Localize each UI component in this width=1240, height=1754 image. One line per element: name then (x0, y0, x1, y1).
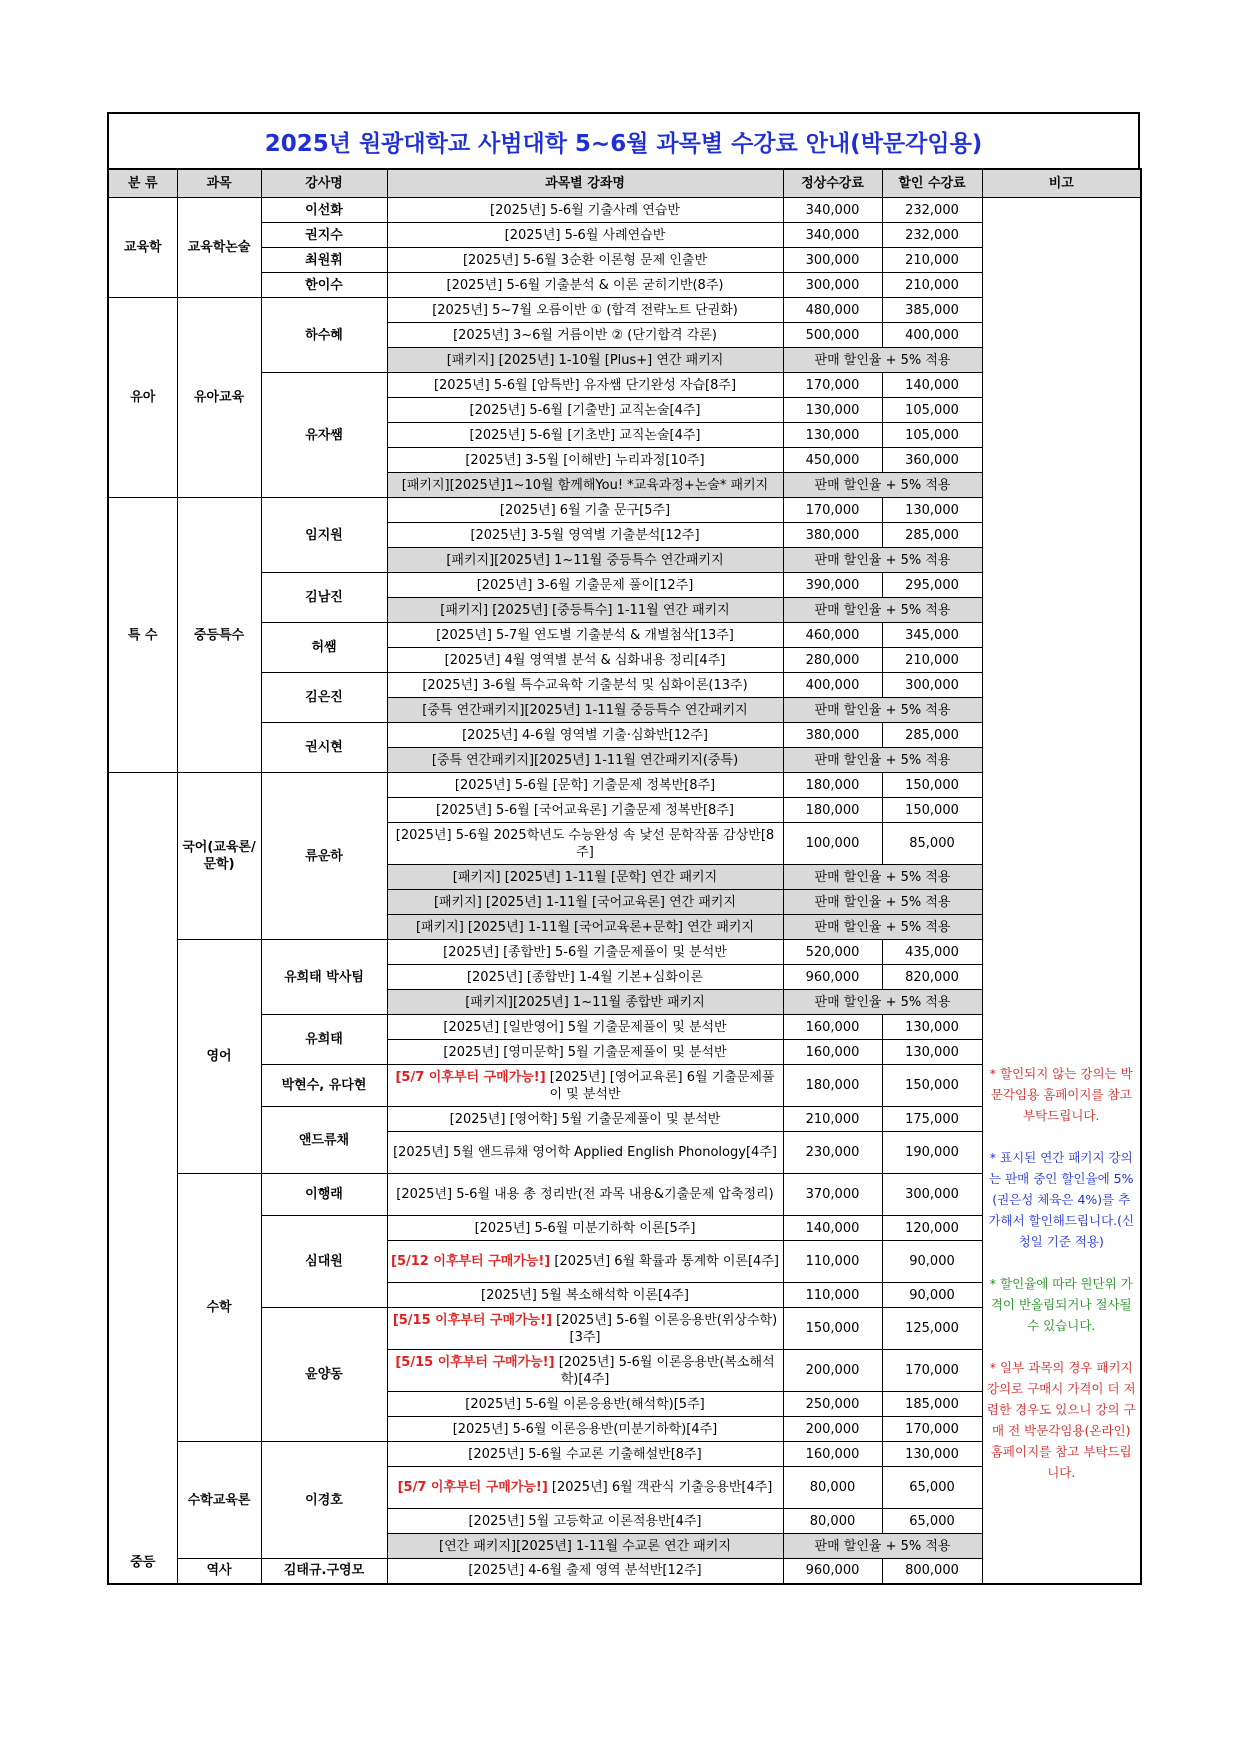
regular-fee: 200,000 (783, 1350, 882, 1392)
regular-fee: 80,000 (783, 1467, 882, 1509)
note-text: * 할인율에 따라 원단위 가격이 반올림되거나 절사될 수 있습니다. (989, 1276, 1133, 1333)
subject-cell: 수학 (177, 1174, 261, 1442)
subject-cell: 교육학논술 (177, 198, 261, 298)
course-name: [5/7 이후부터 구매가능!] [2025년] [영어교육론] 6월 기출문제풀이 및 분석반 (387, 1065, 783, 1107)
instructor-cell: 유희태 (261, 1015, 387, 1065)
instructor-cell: 김은진 (261, 673, 387, 723)
course-name: [2025년] 3-6월 기출문제 풀이[12주] (387, 573, 783, 598)
course-name: [2025년] 3-6월 특수교육학 기출분석 및 심화이론(13주) (387, 673, 783, 698)
course-name: [2025년] 3-5월 [이해반] 누리과정[10주] (387, 448, 783, 473)
regular-fee: 110,000 (783, 1241, 882, 1283)
instructor-cell: 이경호 (261, 1442, 387, 1559)
regular-fee: 150,000 (783, 1308, 882, 1350)
package-discount: 판매 할인율 + 5% 적용 (783, 698, 982, 723)
discount-fee: 345,000 (882, 623, 982, 648)
discount-fee: 820,000 (882, 965, 982, 990)
course-name: [패키지] [2025년] [중등특수] 1-11월 연간 패키지 (387, 598, 783, 623)
regular-fee: 130,000 (783, 398, 882, 423)
discount-fee: 105,000 (882, 423, 982, 448)
discount-fee: 232,000 (882, 223, 982, 248)
regular-fee: 170,000 (783, 373, 882, 398)
discount-fee: 300,000 (882, 673, 982, 698)
course-name: [2025년] 3~6월 거름이반 ② (단기합격 각론) (387, 323, 783, 348)
subject-cell: 수학교육론 (177, 1442, 261, 1559)
discount-fee: 130,000 (882, 1015, 982, 1040)
discount-fee: 435,000 (882, 940, 982, 965)
course-name: [패키지] [2025년] 1-11월 [국어교육론+문학] 연간 패키지 (387, 915, 783, 940)
discount-fee: 65,000 (882, 1509, 982, 1534)
regular-fee: 520,000 (783, 940, 882, 965)
availability-note: [5/7 이후부터 구매가능!] (397, 1480, 548, 1495)
regular-fee: 450,000 (783, 448, 882, 473)
instructor-cell: 권시현 (261, 723, 387, 773)
regular-fee: 160,000 (783, 1015, 882, 1040)
header-subject: 과목 (177, 169, 261, 198)
discount-fee: 170,000 (882, 1417, 982, 1442)
course-name: [연간 패키지][2025년] 1-11월 수교론 연간 패키지 (387, 1534, 783, 1559)
discount-fee: 210,000 (882, 273, 982, 298)
regular-fee: 180,000 (783, 798, 882, 823)
discount-fee: 90,000 (882, 1283, 982, 1308)
header-course: 과목별 강좌명 (387, 169, 783, 198)
regular-fee: 380,000 (783, 523, 882, 548)
course-name: [중특 연간패키지][2025년] 1-11월 연간패키지(중특) (387, 748, 783, 773)
fee-table (107, 168, 1142, 1585)
course-name: [5/7 이후부터 구매가능!] [2025년] 6월 객관식 기출응용반[4주] (387, 1467, 783, 1509)
course-name: [2025년] 5-6월 내용 총 정리반(전 과목 내용&기출문제 압축정리) (387, 1174, 783, 1216)
course-name: [2025년] 5-6월 수교론 기출해설반[8주] (387, 1442, 783, 1467)
instructor-cell: 이행래 (261, 1174, 387, 1216)
page-title: 2025년 원광대학교 사범대학 5~6월 과목별 수강료 안내(박문각임용) (107, 112, 1140, 170)
course-name: [패키지] [2025년] 1-11월 [국어교육론] 연간 패키지 (387, 890, 783, 915)
instructor-cell: 한이수 (261, 273, 387, 298)
subject-cell: 중등특수 (177, 498, 261, 773)
instructor-cell: 허쌤 (261, 623, 387, 673)
notes-cell (982, 198, 1141, 1584)
subject-cell: 유아교육 (177, 298, 261, 498)
package-discount: 판매 할인율 + 5% 적용 (783, 1534, 982, 1559)
package-discount: 판매 할인율 + 5% 적용 (783, 598, 982, 623)
course-name: [2025년] 4-6월 영역별 기출·심화반[12주] (387, 723, 783, 748)
discount-fee: 140,000 (882, 373, 982, 398)
package-discount: 판매 할인율 + 5% 적용 (783, 748, 982, 773)
course-name: [2025년] 5~7월 오름이반 ① (합격 전략노트 단권화) (387, 298, 783, 323)
package-discount: 판매 할인율 + 5% 적용 (783, 990, 982, 1015)
discount-fee: 105,000 (882, 398, 982, 423)
course-name: [2025년] 5-6월 [기출반] 교직논술[4주] (387, 398, 783, 423)
course-name: [2025년] 5-6월 사례연습반 (387, 223, 783, 248)
discount-fee: 400,000 (882, 323, 982, 348)
table-row (108, 198, 1141, 223)
course-name: [2025년] 4-6월 출제 영역 분석반[12주] (387, 1559, 783, 1584)
course-name: [5/12 이후부터 구매가능!] [2025년] 6월 확률과 통계학 이론[4주] (387, 1241, 783, 1283)
instructor-cell: 임지원 (261, 498, 387, 573)
category-cell: 교육학 (108, 198, 177, 298)
discount-fee: 210,000 (882, 648, 982, 673)
course-name: [2025년] 6월 기출 문구[5주] (387, 498, 783, 523)
discount-fee: 285,000 (882, 523, 982, 548)
course-name: [2025년] [종합반] 5-6월 기출문제풀이 및 분석반 (387, 940, 783, 965)
course-name: [5/15 이후부터 구매가능!] [2025년] 5-6월 이론응용반(위상수학)[3주] (387, 1308, 783, 1350)
header-regular-fee: 정상수강료 (783, 169, 882, 198)
discount-fee: 130,000 (882, 1442, 982, 1467)
instructor-cell: 심대원 (261, 1216, 387, 1308)
package-discount: 판매 할인율 + 5% 적용 (783, 865, 982, 890)
package-discount: 판매 할인율 + 5% 적용 (783, 348, 982, 373)
header-row (108, 169, 1141, 198)
regular-fee: 170,000 (783, 498, 882, 523)
regular-fee: 380,000 (783, 723, 882, 748)
subject-cell: 영어 (177, 940, 261, 1174)
discount-fee: 800,000 (882, 1559, 982, 1584)
discount-fee: 232,000 (882, 198, 982, 223)
instructor-cell: 유자쌤 (261, 373, 387, 498)
course-name: [5/15 이후부터 구매가능!] [2025년] 5-6월 이론응용반(복소해석학)[4주] (387, 1350, 783, 1392)
discount-fee: 150,000 (882, 798, 982, 823)
discount-fee: 295,000 (882, 573, 982, 598)
instructor-cell: 류운하 (261, 773, 387, 940)
regular-fee: 400,000 (783, 673, 882, 698)
regular-fee: 110,000 (783, 1283, 882, 1308)
regular-fee: 180,000 (783, 773, 882, 798)
regular-fee: 280,000 (783, 648, 882, 673)
availability-note: [5/15 이후부터 구매가능!] (392, 1312, 553, 1328)
instructor-cell: 김남진 (261, 573, 387, 623)
course-name: [2025년] 5-6월 [국어교육론] 기출문제 정복반[8주] (387, 798, 783, 823)
course-name: [2025년] 5-6월 이론응용반(해석학)[5주] (387, 1392, 783, 1417)
discount-fee: 125,000 (882, 1308, 982, 1350)
regular-fee: 250,000 (783, 1392, 882, 1417)
regular-fee: 480,000 (783, 298, 882, 323)
course-name: [2025년] [영어학] 5월 기출문제풀이 및 분석반 (387, 1107, 783, 1132)
package-discount: 판매 할인율 + 5% 적용 (783, 890, 982, 915)
availability-note: [5/12 이후부터 구매가능!] (391, 1254, 551, 1269)
regular-fee: 230,000 (783, 1132, 882, 1174)
discount-fee: 185,000 (882, 1392, 982, 1417)
course-name: [2025년] [종합반] 1-4월 기본+심화이론 (387, 965, 783, 990)
instructor-cell: 최원휘 (261, 248, 387, 273)
course-name: [중특 연간패키지][2025년] 1-11월 중등특수 연간패키지 (387, 698, 783, 723)
category-cell: 특 수 (108, 498, 177, 773)
discount-fee: 65,000 (882, 1467, 982, 1509)
instructor-cell: 하수혜 (261, 298, 387, 373)
discount-fee: 150,000 (882, 773, 982, 798)
regular-fee: 390,000 (783, 573, 882, 598)
subject-cell: 국어(교육론/문학) (177, 773, 261, 940)
course-name: [2025년] 5-6월 [암특반] 유자쌤 단기완성 자습[8주] (387, 373, 783, 398)
course-name: [2025년] 5-6월 [기초반] 교직논술[4주] (387, 423, 783, 448)
document (107, 112, 1140, 1585)
instructor-cell: 박현수, 유다현 (261, 1065, 387, 1107)
course-name: [2025년] 5월 고등학교 이론적용반[4주] (387, 1509, 783, 1534)
header-discount-fee: 할인 수강료 (882, 169, 982, 198)
regular-fee: 140,000 (783, 1216, 882, 1241)
instructor-cell: 유희태 박사팀 (261, 940, 387, 1015)
regular-fee: 180,000 (783, 1065, 882, 1107)
regular-fee: 300,000 (783, 248, 882, 273)
discount-fee: 85,000 (882, 823, 982, 865)
category-cell: 유아 (108, 298, 177, 498)
regular-fee: 960,000 (783, 965, 882, 990)
discount-fee: 210,000 (882, 248, 982, 273)
discount-fee: 385,000 (882, 298, 982, 323)
category-cell: 중등 (108, 773, 177, 1584)
discount-fee: 120,000 (882, 1216, 982, 1241)
course-name: [2025년] 5월 복소해석학 이론[4주] (387, 1283, 783, 1308)
instructor-cell: 이선화 (261, 198, 387, 223)
course-name: [2025년] 5-6월 [문학] 기출문제 정복반[8주] (387, 773, 783, 798)
header-instructor: 강사명 (261, 169, 387, 198)
discount-fee: 150,000 (882, 1065, 982, 1107)
discount-fee: 175,000 (882, 1107, 982, 1132)
availability-note: [5/15 이후부터 구매가능!] (395, 1354, 555, 1370)
course-name: [패키지][2025년] 1~11월 종합반 패키지 (387, 990, 783, 1015)
note-text: * 일부 과목의 경우 패키지 강의로 구매시 가격이 더 저렴한 경우도 있으니 강의 구매 전 박문각임용(온라인) 홈페이지를 참고 부탁드립니다. (986, 1360, 1136, 1480)
regular-fee: 100,000 (783, 823, 882, 865)
regular-fee: 340,000 (783, 223, 882, 248)
course-name: [2025년] 5월 앤드류채 영어학 Applied English Phonology[4주] (387, 1132, 783, 1174)
discount-fee: 90,000 (882, 1241, 982, 1283)
discount-fee: 130,000 (882, 1040, 982, 1065)
instructor-cell: 권지수 (261, 223, 387, 248)
course-name: [2025년] 4월 영역별 분석 & 심화내용 정리[4주] (387, 648, 783, 673)
package-discount: 판매 할인율 + 5% 적용 (783, 915, 982, 940)
regular-fee: 500,000 (783, 323, 882, 348)
instructor-cell: 김태규.구영모 (261, 1559, 387, 1584)
regular-fee: 370,000 (783, 1174, 882, 1216)
discount-fee: 300,000 (882, 1174, 982, 1216)
course-name: [2025년] 5-6월 미분기하학 이론[5주] (387, 1216, 783, 1241)
header-category: 분 류 (108, 169, 177, 198)
regular-fee: 130,000 (783, 423, 882, 448)
regular-fee: 960,000 (783, 1559, 882, 1584)
course-name: [2025년] 5-6월 기출분석 & 이론 굳히기반(8주) (387, 273, 783, 298)
discount-fee: 170,000 (882, 1350, 982, 1392)
course-name: [2025년] 5-6월 이론응용반(미분기하학)[4주] (387, 1417, 783, 1442)
course-name: [2025년] [일반영어] 5월 기출문제풀이 및 분석반 (387, 1015, 783, 1040)
package-discount: 판매 할인율 + 5% 적용 (783, 473, 982, 498)
regular-fee: 210,000 (783, 1107, 882, 1132)
course-name: [2025년] [영미문학] 5월 기출문제풀이 및 분석반 (387, 1040, 783, 1065)
course-name: [패키지][2025년] 1~11월 중등특수 연간패키지 (387, 548, 783, 573)
note-text: * 표시된 연간 패키지 강의는 판매 중인 할인율에 5%(권은성 체육은 4%)를 추가해서 할인해드립니다.(신청일 기준 적용) (988, 1150, 1135, 1249)
course-name: [패키지] [2025년] 1-11월 [문학] 연간 패키지 (387, 865, 783, 890)
discount-fee: 360,000 (882, 448, 982, 473)
course-name: [패키지][2025년]1~10월 함께해You! *교육과정+논술* 패키지 (387, 473, 783, 498)
discount-fee: 130,000 (882, 498, 982, 523)
regular-fee: 300,000 (783, 273, 882, 298)
package-discount: 판매 할인율 + 5% 적용 (783, 548, 982, 573)
course-name: [2025년] 5-6월 3순환 이론형 문제 인출반 (387, 248, 783, 273)
course-name: [2025년] 5-6월 기출사례 연습반 (387, 198, 783, 223)
discount-fee: 190,000 (882, 1132, 982, 1174)
instructor-cell: 윤양동 (261, 1308, 387, 1442)
discount-fee: 285,000 (882, 723, 982, 748)
availability-note: [5/7 이후부터 구매가능!] (395, 1069, 546, 1085)
regular-fee: 80,000 (783, 1509, 882, 1534)
course-name: [2025년] 5-6월 2025학년도 수능완성 속 낯선 문학작품 감상반[8주] (387, 823, 783, 865)
header-note: 비고 (982, 169, 1141, 198)
instructor-cell: 앤드류채 (261, 1107, 387, 1174)
subject-cell: 역사 (177, 1559, 261, 1584)
regular-fee: 340,000 (783, 198, 882, 223)
regular-fee: 460,000 (783, 623, 882, 648)
course-name: [패키지] [2025년] 1-10월 [Plus+] 연간 패키지 (387, 348, 783, 373)
regular-fee: 160,000 (783, 1442, 882, 1467)
course-name: [2025년] 3-5월 영역별 기출분석[12주] (387, 523, 783, 548)
course-name: [2025년] 5-7월 연도별 기출분석 & 개별첨삭[13주] (387, 623, 783, 648)
regular-fee: 200,000 (783, 1417, 882, 1442)
regular-fee: 160,000 (783, 1040, 882, 1065)
note-text: * 할인되지 않는 강의는 박문각임용 홈페이지를 참고 부탁드립니다. (989, 1066, 1133, 1123)
